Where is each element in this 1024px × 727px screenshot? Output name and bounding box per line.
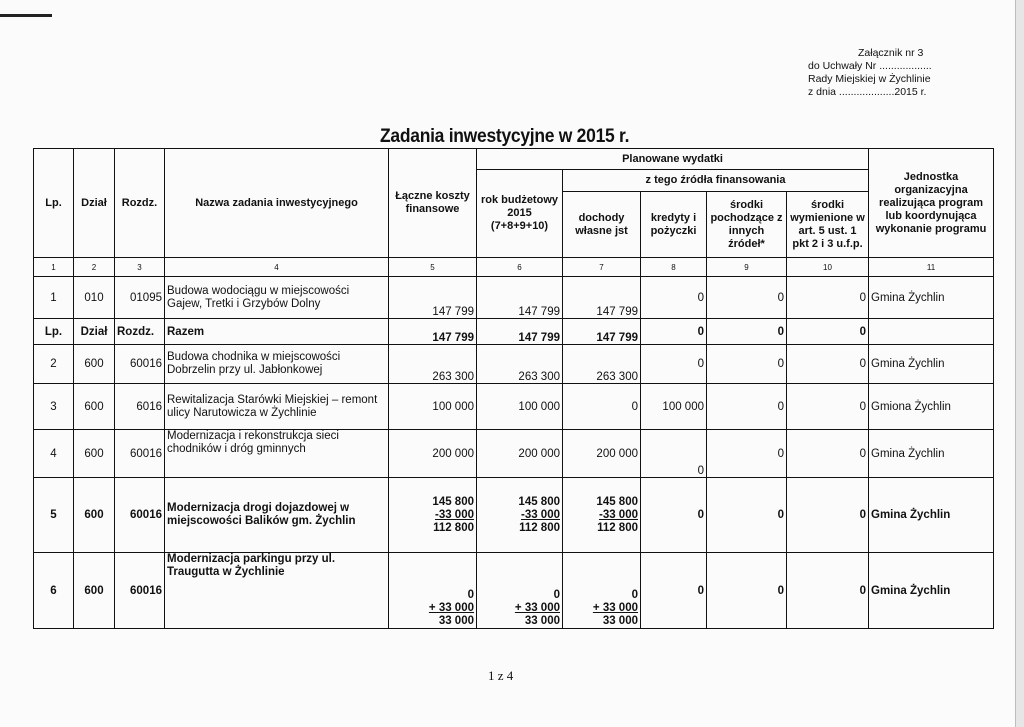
attachment-line: z dnia ...................2015 r.: [808, 86, 927, 98]
cell-dochody: 263 300: [563, 345, 641, 384]
value-change: + 33 000: [592, 602, 638, 614]
cell-lp: 1: [34, 277, 74, 319]
header-nazwa: Nazwa zadania inwestycyjnego: [165, 149, 389, 258]
column-number: 7: [563, 258, 641, 277]
cell-lp: 4: [34, 430, 74, 478]
header-jednostka: Jednostka organizacyjna realizująca program lub koordynująca wykonanie programu: [869, 149, 994, 258]
cell-rozdz: 01095: [115, 277, 165, 319]
column-number: 8: [641, 258, 707, 277]
cell-rozdz: 60016: [115, 553, 165, 629]
table-row: [34, 277, 994, 319]
value-after: 112 800: [433, 521, 474, 534]
cell-kredyty: 100 000: [641, 384, 707, 430]
table-row: [34, 553, 994, 629]
cell-rok: 263 300: [477, 345, 563, 384]
attachment-line: Załącznik nr 3: [858, 47, 924, 59]
cell-dochody: [563, 553, 641, 629]
cell-laczne: [389, 553, 477, 629]
cell-rok: [477, 553, 563, 629]
cell-dzial: 600: [74, 430, 115, 478]
value-change: + 33 000: [428, 602, 474, 614]
column-number: 11: [869, 258, 994, 277]
value-after: 112 800: [597, 521, 638, 534]
column-number: 1: [34, 258, 74, 277]
cell-rozdz: 60016: [115, 430, 165, 478]
cell-laczne: 263 300: [389, 345, 477, 384]
subtotal-row: [34, 319, 994, 345]
cell-laczne: 147 799: [389, 277, 477, 319]
cell-srodki-inne: 0: [707, 478, 787, 553]
attachment-line: do Uchwały Nr ..................: [808, 60, 932, 72]
page-title: Zadania inwestycyjne w 2015 r.: [380, 126, 630, 147]
column-number: 10: [787, 258, 869, 277]
header-laczne: Łączne koszty finansowe: [389, 149, 477, 258]
cell-srodki-wym: 0: [787, 553, 869, 629]
cell-dochody: 200 000: [563, 430, 641, 478]
column-number: 3: [115, 258, 165, 277]
table-row: [34, 430, 994, 478]
column-number: 4: [165, 258, 389, 277]
cell-laczne: [389, 478, 477, 553]
attachment-note: [808, 47, 968, 99]
cell-rok: 200 000: [477, 430, 563, 478]
cell-lp: 5: [34, 478, 74, 553]
subtotal-jednostka: [869, 319, 994, 345]
header-rozdz: Rozdz.: [115, 149, 165, 258]
cell-srodki-inne: 0: [707, 430, 787, 478]
subtotal-rok: 147 799: [477, 319, 563, 345]
cell-srodki-inne: 0: [707, 277, 787, 319]
cell-kredyty: 0: [641, 277, 707, 319]
cell-kredyty: 0: [641, 345, 707, 384]
cell-jednostka: Gmina Żychlin: [869, 345, 994, 384]
cell-srodki-wym: 0: [787, 478, 869, 553]
cell-nazwa: Modernizacja drogi dojazdowej w miejscowości Balików gm. Żychlin: [165, 478, 389, 553]
subtotal-srodki-wym: 0: [787, 319, 869, 345]
header-lp: Lp.: [34, 149, 74, 258]
cell-rozdz: 60016: [115, 345, 165, 384]
cell-kredyty: 0: [641, 553, 707, 629]
subtotal-srodki-inne: 0: [707, 319, 787, 345]
cell-rok: 147 799: [477, 277, 563, 319]
page-edge: [1015, 0, 1024, 727]
cell-rozdz: 60016: [115, 478, 165, 553]
cell-rok: [477, 478, 563, 553]
value-after: 33 000: [438, 615, 474, 627]
value-change: -33 000: [520, 508, 560, 521]
cell-nazwa: Budowa wodociągu w miejscowości Gajew, Tretki i Grzybów Dolny: [165, 277, 389, 319]
column-number: 6: [477, 258, 563, 277]
table-row: [34, 478, 994, 553]
value-change: -33 000: [598, 508, 638, 521]
value-change: + 33 000: [514, 602, 560, 614]
header-rok-budzetowy: rok budżetowy 2015 (7+8+9+10): [477, 170, 563, 258]
page-number: 1 z 4: [488, 668, 514, 683]
cell-lp: 6: [34, 553, 74, 629]
cell-lp: 3: [34, 384, 74, 430]
cell-jednostka: Gmiona Żychlin: [869, 384, 994, 430]
cell-dzial: 600: [74, 553, 115, 629]
attachment-line: Rady Miejskiej w Żychlinie: [808, 73, 931, 85]
cell-dzial: 600: [74, 384, 115, 430]
cell-dzial: 600: [74, 345, 115, 384]
cell-dzial: 010: [74, 277, 115, 319]
column-number: 5: [389, 258, 477, 277]
value-before: 0: [631, 589, 638, 601]
header-zrodla: z tego źródła finansowania: [563, 170, 869, 192]
header-planowane: Planowane wydatki: [477, 149, 869, 170]
table-row: [34, 345, 994, 384]
cell-rok: 100 000: [477, 384, 563, 430]
value-before: 0: [467, 589, 474, 601]
cell-kredyty: 0: [641, 430, 707, 478]
value-before: 145 800: [596, 495, 638, 508]
cell-jednostka: Gmina Żychlin: [869, 277, 994, 319]
cell-srodki-inne: 0: [707, 345, 787, 384]
subtotal-label: Razem: [165, 319, 389, 345]
cell-srodki-wym: 0: [787, 430, 869, 478]
header-srodki-wym: środki wymienione w art. 5 ust. 1 pkt 2 i 3 u.f.p.: [787, 192, 869, 258]
cell-laczne: 200 000: [389, 430, 477, 478]
scan-mark: [0, 14, 52, 17]
column-number: 2: [74, 258, 115, 277]
subtotal-laczne: 147 799: [389, 319, 477, 345]
cell-nazwa: Modernizacja i rekonstrukcja sieci chodników i dróg gminnych: [165, 430, 389, 478]
value-after: 112 800: [519, 521, 560, 534]
cell-laczne: 100 000: [389, 384, 477, 430]
cell-jednostka: Gmina Żychlin: [869, 478, 994, 553]
value-before: 145 800: [518, 495, 560, 508]
header-dochody: dochody własne jst: [563, 192, 641, 258]
cell-nazwa: Modernizacja parkingu przy ul. Traugutta w Żychlinie: [165, 553, 389, 629]
subtotal-rozdz: Rozdz.: [115, 319, 165, 345]
header-kredyty: kredyty i pożyczki: [641, 192, 707, 258]
subtotal-dochody: 147 799: [563, 319, 641, 345]
cell-dzial: 600: [74, 478, 115, 553]
cell-jednostka: Gmina Żychlin: [869, 430, 994, 478]
cell-dochody: 147 799: [563, 277, 641, 319]
subtotal-kredyty: 0: [641, 319, 707, 345]
cell-dochody: 0: [563, 384, 641, 430]
header-dzial: Dział: [74, 149, 115, 258]
value-before: 0: [553, 589, 560, 601]
cell-rozdz: 6016: [115, 384, 165, 430]
cell-srodki-inne: 0: [707, 553, 787, 629]
cell-jednostka: Gmina Żychlin: [869, 553, 994, 629]
cell-srodki-wym: 0: [787, 277, 869, 319]
investment-table: [33, 148, 994, 629]
column-number-row: [34, 258, 994, 277]
header-srodki-inne: środki pochodzące z innych źródeł*: [707, 192, 787, 258]
column-number: 9: [707, 258, 787, 277]
value-after: 33 000: [602, 615, 638, 627]
subtotal-dzial: Dział: [74, 319, 115, 345]
cell-kredyty: 0: [641, 478, 707, 553]
cell-nazwa: Budowa chodnika w miejscowości Dobrzelin przy ul. Jabłonkowej: [165, 345, 389, 384]
cell-srodki-inne: 0: [707, 384, 787, 430]
cell-srodki-wym: 0: [787, 345, 869, 384]
cell-srodki-wym: 0: [787, 384, 869, 430]
cell-lp: 2: [34, 345, 74, 384]
value-before: 145 800: [432, 495, 474, 508]
cell-nazwa: Rewitalizacja Starówki Miejskiej – remont ulicy Narutowicza w Żychlinie: [165, 384, 389, 430]
value-after: 33 000: [524, 615, 560, 627]
subtotal-lp: Lp.: [34, 319, 74, 345]
value-change: -33 000: [434, 508, 474, 521]
table-row: [34, 384, 994, 430]
cell-dochody: [563, 478, 641, 553]
